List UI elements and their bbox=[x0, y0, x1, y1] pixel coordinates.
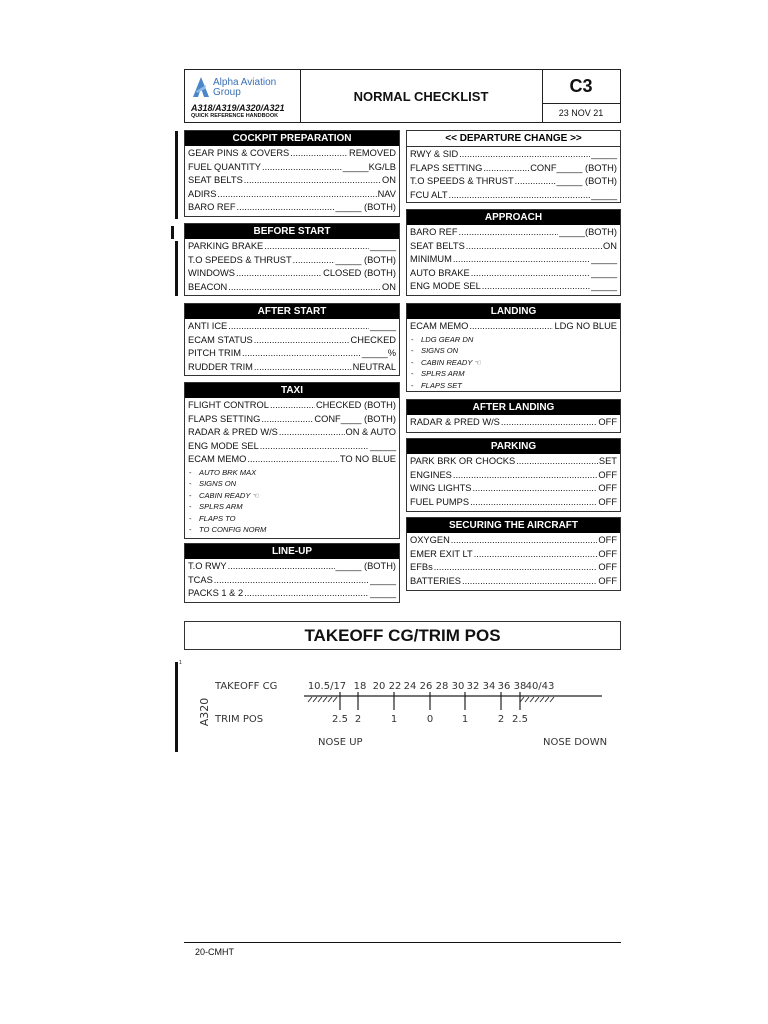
item-label: RUDDER TRIM bbox=[188, 361, 253, 372]
leader-dots bbox=[501, 416, 598, 430]
leader-dots bbox=[264, 240, 369, 254]
item-label: WING LIGHTS bbox=[410, 483, 472, 493]
leader-dots bbox=[459, 148, 590, 162]
checklist-row bbox=[188, 453, 396, 467]
item-label: BEACON bbox=[188, 281, 228, 292]
trim-value-label: 2.5 bbox=[332, 714, 348, 725]
section-cockpit-preparation bbox=[184, 130, 400, 217]
section-after-landing bbox=[406, 399, 621, 433]
item-label: BARO REF bbox=[188, 202, 236, 212]
bullet-dash: - bbox=[189, 490, 192, 500]
leader-dots bbox=[244, 174, 381, 188]
bullet-dash: - bbox=[189, 502, 192, 512]
logo-line-2: Group bbox=[213, 87, 241, 98]
item-value: SET bbox=[598, 456, 617, 466]
leader-dots bbox=[217, 188, 376, 202]
leader-dots bbox=[470, 496, 597, 510]
subitem-text: FLAPS SET bbox=[421, 380, 462, 390]
leader-dots bbox=[228, 560, 335, 574]
revision-date: 23 NOV 21 bbox=[558, 107, 604, 118]
hatch-right bbox=[520, 697, 554, 702]
change-bar bbox=[175, 131, 178, 219]
leader-dots bbox=[262, 161, 342, 175]
checklist-row bbox=[410, 148, 617, 162]
leader-dots bbox=[228, 281, 381, 295]
memo-subitem bbox=[410, 345, 617, 357]
section-departure-change bbox=[406, 130, 621, 203]
leader-dots bbox=[459, 226, 559, 240]
item-value: _____ bbox=[591, 149, 617, 159]
item-label: ECAM MEMO bbox=[188, 454, 247, 464]
item-label: FLIGHT CONTROL bbox=[188, 400, 269, 410]
item-value: OFF bbox=[598, 548, 617, 559]
aircraft-type-label: A320 bbox=[198, 697, 211, 727]
checklist-row bbox=[410, 496, 617, 510]
logo-block bbox=[185, 70, 301, 122]
item-label: ENG MODE SEL bbox=[188, 440, 259, 451]
item-label: TCAS bbox=[188, 574, 213, 585]
checklist-row bbox=[410, 548, 617, 562]
memo-subitem bbox=[188, 490, 396, 502]
section-title: SECURING THE AIRCRAFT bbox=[407, 518, 620, 533]
subitem-text: CABIN READY bbox=[421, 357, 473, 367]
change-bar bbox=[171, 226, 174, 239]
leader-dots bbox=[261, 413, 313, 427]
item-label: T.O SPEEDS & THRUST bbox=[188, 254, 292, 265]
leader-dots bbox=[483, 162, 529, 176]
item-value: _____ (BOTH) bbox=[556, 176, 617, 186]
memo-subitem bbox=[188, 467, 396, 479]
nose-down-label: NOSE DOWN bbox=[543, 737, 608, 748]
subitem-text: FLAPS TO bbox=[199, 513, 236, 523]
trim-value-label: 1 bbox=[461, 714, 469, 725]
subitem-text: TO CONFIG NORM bbox=[199, 525, 267, 535]
leader-dots bbox=[247, 453, 338, 467]
item-label: FLAPS SETTING bbox=[410, 162, 483, 173]
checklist-row bbox=[410, 280, 617, 294]
cg-value-label: 18 bbox=[353, 681, 367, 692]
bullet-dash: - bbox=[411, 369, 414, 379]
cg-value-label: 36 bbox=[497, 681, 511, 692]
trim-pos-label: TRIM POS bbox=[215, 714, 264, 725]
checklist-row bbox=[410, 561, 617, 575]
aircraft-models: A318/A319/A320/A321 bbox=[191, 103, 285, 113]
item-value: CONF_____ (BOTH) bbox=[530, 162, 617, 173]
item-value: _____ bbox=[370, 588, 396, 598]
change-bar bbox=[175, 241, 178, 296]
item-label: PARKING BRAKE bbox=[188, 241, 264, 251]
subitem-text: AUTO BRK MAX bbox=[199, 467, 257, 477]
section-taxi bbox=[184, 382, 400, 539]
item-label: AUTO BRAKE bbox=[410, 267, 470, 278]
memo-subitem bbox=[188, 478, 396, 490]
section-title: LINE-UP bbox=[185, 544, 399, 559]
leader-dots bbox=[270, 399, 315, 413]
checklist-code: C3 bbox=[542, 70, 620, 104]
bullet-dash: - bbox=[411, 334, 414, 344]
cg-value-label: 22 bbox=[388, 681, 402, 692]
memo-subitem bbox=[188, 513, 396, 525]
takeoff-cg-label: TAKEOFF CG bbox=[215, 681, 278, 692]
checklist-row bbox=[410, 253, 617, 267]
item-value: _____ (BOTH) bbox=[335, 254, 396, 265]
footer-code: 20-CMHT bbox=[195, 947, 235, 957]
checklist-row bbox=[188, 174, 396, 188]
trim-value-label: 1 bbox=[390, 714, 398, 725]
section-title: AFTER START bbox=[185, 304, 399, 319]
checklist-row bbox=[410, 162, 617, 176]
memo-subitem bbox=[410, 357, 617, 369]
checklist-row bbox=[410, 320, 617, 334]
item-label: ENGINES bbox=[410, 469, 452, 480]
checklist-row bbox=[188, 413, 396, 427]
item-label: ADIRS bbox=[188, 188, 217, 199]
change-bar bbox=[175, 662, 178, 752]
item-label: BATTERIES bbox=[410, 575, 461, 586]
cg-value-label: 40/43 bbox=[525, 681, 555, 692]
takeoff-cg-title: TAKEOFF CG/TRIM POS bbox=[184, 621, 621, 650]
hatch-left bbox=[307, 697, 340, 702]
logo-line-1: Alpha Aviation bbox=[213, 77, 277, 88]
section-before-start bbox=[184, 223, 400, 296]
checklist-row bbox=[410, 575, 617, 589]
bullet-dash: - bbox=[189, 525, 192, 535]
leader-dots bbox=[469, 320, 553, 334]
checklist-row bbox=[188, 347, 396, 361]
item-value: NAV bbox=[377, 188, 396, 199]
section-title: LANDING bbox=[407, 304, 620, 319]
item-value: OFF bbox=[598, 535, 617, 545]
item-value: CHECKED (BOTH) bbox=[315, 400, 396, 410]
checklist-row bbox=[410, 189, 617, 203]
item-value: NEUTRAL bbox=[352, 361, 396, 372]
item-label: WINDOWS bbox=[188, 268, 235, 278]
bullet-dash: - bbox=[411, 380, 414, 390]
footer-rule bbox=[184, 942, 621, 943]
item-value: CLOSED (BOTH) bbox=[323, 268, 396, 278]
memo-subitem bbox=[188, 501, 396, 513]
leader-dots bbox=[472, 482, 597, 496]
item-label: T.O SPEEDS & THRUST bbox=[410, 176, 514, 186]
item-value: OFF bbox=[598, 417, 617, 427]
item-value: _____ bbox=[591, 281, 617, 291]
bullet-dash: - bbox=[411, 346, 414, 356]
cg-value-label: 26 bbox=[419, 681, 433, 692]
item-label: FUEL PUMPS bbox=[410, 496, 470, 507]
checklist-row bbox=[410, 416, 617, 430]
trim-value-label: 0 bbox=[426, 714, 434, 725]
section-after-start bbox=[184, 303, 400, 376]
section-securing-the-aircraft bbox=[406, 517, 621, 591]
section-approach bbox=[406, 209, 621, 296]
item-label: EMER EXIT LT bbox=[410, 548, 473, 559]
item-value: TO NO BLUE bbox=[339, 454, 396, 464]
section-line-up bbox=[184, 543, 400, 603]
item-value: _____ bbox=[370, 321, 396, 331]
pointing-hand-icon: ☜ bbox=[250, 490, 260, 500]
checklist-row bbox=[188, 399, 396, 413]
leader-dots bbox=[453, 469, 598, 483]
trim-value-label: 2 bbox=[354, 714, 362, 725]
pointing-hand-icon: ☜ bbox=[472, 357, 482, 367]
leader-dots bbox=[515, 175, 556, 189]
item-label: RADAR & PRED W/S bbox=[188, 427, 278, 437]
item-value: _____(BOTH) bbox=[559, 227, 617, 237]
item-label: ANTI ICE bbox=[188, 321, 228, 331]
memo-subitem bbox=[410, 380, 617, 392]
item-value: _____ bbox=[370, 241, 396, 251]
leader-dots bbox=[471, 267, 590, 281]
item-label: FCU ALT bbox=[410, 189, 448, 200]
section-title: APPROACH bbox=[407, 210, 620, 225]
leader-dots bbox=[214, 574, 369, 588]
item-value: ON bbox=[382, 175, 396, 185]
checklist-row bbox=[188, 426, 396, 440]
leader-dots bbox=[242, 347, 361, 361]
cg-value-label: 38 bbox=[513, 681, 527, 692]
checklist-row bbox=[410, 469, 617, 483]
checklist-row bbox=[188, 560, 396, 574]
item-value: OFF bbox=[598, 496, 617, 507]
checklist-row bbox=[410, 455, 617, 469]
memo-subitem bbox=[410, 334, 617, 346]
checklist-row bbox=[188, 161, 396, 175]
item-value: _____ bbox=[370, 574, 396, 585]
cg-value-label: 10.5/17 bbox=[307, 681, 347, 692]
item-label: FLAPS SETTING bbox=[188, 413, 261, 424]
section-title: COCKPIT PREPARATION bbox=[185, 131, 399, 146]
item-value: OFF bbox=[598, 575, 617, 586]
trim-value-label: 2.5 bbox=[512, 714, 528, 725]
item-value: _____ bbox=[370, 440, 396, 451]
leader-dots bbox=[474, 548, 598, 562]
checklist-row bbox=[410, 175, 617, 189]
item-value: CHECKED bbox=[350, 334, 396, 345]
checklist-row bbox=[410, 226, 617, 240]
item-value: OFF bbox=[598, 562, 617, 572]
leader-dots bbox=[293, 254, 335, 268]
leader-dots bbox=[516, 455, 598, 469]
checklist-row bbox=[188, 281, 396, 295]
cg-value-label: 24 bbox=[403, 681, 417, 692]
leader-dots bbox=[254, 361, 352, 375]
leader-dots bbox=[237, 201, 335, 215]
leader-dots bbox=[254, 334, 350, 348]
item-value: CONF____ (BOTH) bbox=[314, 413, 396, 424]
item-value: OFF bbox=[598, 483, 617, 493]
item-value: OFF bbox=[598, 469, 617, 480]
cg-value-label: 30 bbox=[451, 681, 465, 692]
leader-dots bbox=[482, 280, 590, 294]
item-label: SEAT BELTS bbox=[188, 175, 243, 185]
subitem-text: SPLRS ARM bbox=[421, 369, 465, 379]
section-title: BEFORE START bbox=[185, 224, 399, 239]
item-value: _____ bbox=[591, 267, 617, 278]
item-value: _____KG/LB bbox=[342, 161, 396, 172]
item-label: RWY & SID bbox=[410, 149, 459, 159]
item-label: BARO REF bbox=[410, 227, 458, 237]
checklist-row bbox=[188, 440, 396, 454]
item-value: LDG NO BLUE bbox=[554, 321, 617, 331]
item-label: GEAR PINS & COVERS bbox=[188, 148, 290, 158]
item-label: FUEL QUANTITY bbox=[188, 161, 262, 172]
memo-subitem bbox=[188, 524, 396, 536]
item-value: _____ (BOTH) bbox=[335, 561, 396, 571]
item-value: _____ bbox=[591, 189, 617, 200]
section-parking bbox=[406, 438, 621, 512]
item-label: T.O RWY bbox=[188, 561, 227, 571]
cg-value-label: 34 bbox=[482, 681, 496, 692]
item-value: _____% bbox=[361, 348, 396, 358]
logo-name bbox=[213, 78, 276, 98]
subitem-text: LDG GEAR DN bbox=[421, 334, 474, 344]
page-title: NORMAL CHECKLIST bbox=[300, 70, 543, 122]
checklist-row bbox=[188, 587, 396, 601]
checklist-row bbox=[188, 254, 396, 268]
leader-dots bbox=[466, 240, 602, 254]
checklist-row bbox=[188, 267, 396, 281]
subitem-text: SIGNS ON bbox=[199, 479, 237, 489]
leader-dots bbox=[290, 147, 348, 161]
leader-dots bbox=[244, 587, 369, 601]
document-header bbox=[184, 69, 621, 123]
checklist-row bbox=[410, 482, 617, 496]
subitem-text: SPLRS ARM bbox=[199, 502, 243, 512]
item-label: PITCH TRIM bbox=[188, 348, 242, 358]
margin-mark: 1 bbox=[179, 660, 182, 666]
item-label: PACKS 1 & 2 bbox=[188, 588, 244, 598]
section-title: TAXI bbox=[185, 383, 399, 398]
checklist-row bbox=[188, 240, 396, 254]
checklist-row bbox=[188, 188, 396, 202]
bullet-dash: - bbox=[411, 357, 414, 367]
checklist-row bbox=[188, 334, 396, 348]
bullet-dash: - bbox=[189, 467, 192, 477]
leader-dots bbox=[279, 426, 345, 440]
leader-dots bbox=[434, 561, 598, 575]
checklist-row bbox=[410, 267, 617, 281]
section-title: AFTER LANDING bbox=[407, 400, 620, 415]
item-label: RADAR & PRED W/S bbox=[410, 417, 500, 427]
item-label: PARK BRK OR CHOCKS bbox=[410, 456, 516, 466]
section-landing bbox=[406, 303, 621, 392]
leader-dots bbox=[453, 253, 590, 267]
cg-value-label: 32 bbox=[466, 681, 480, 692]
item-value: REMOVED bbox=[348, 148, 396, 158]
cg-value-label: 20 bbox=[372, 681, 386, 692]
checklist-row bbox=[188, 320, 396, 334]
bullet-dash: - bbox=[189, 479, 192, 489]
subitem-text: SIGNS ON bbox=[421, 346, 459, 356]
checklist-row bbox=[410, 240, 617, 254]
checklist-row bbox=[410, 534, 617, 548]
item-value: _____ bbox=[591, 254, 617, 264]
checklist-row bbox=[188, 361, 396, 375]
alpha-logo-icon bbox=[193, 77, 209, 97]
leader-dots bbox=[462, 575, 597, 589]
bullet-dash: - bbox=[189, 513, 192, 523]
leader-dots bbox=[236, 267, 322, 281]
item-value: _____ (BOTH) bbox=[335, 202, 396, 212]
checklist-row bbox=[188, 201, 396, 215]
leader-dots bbox=[451, 534, 598, 548]
leader-dots bbox=[449, 189, 591, 203]
nose-up-label: NOSE UP bbox=[318, 737, 363, 748]
trim-value-label: 2 bbox=[497, 714, 505, 725]
item-label: MINIMUM bbox=[410, 254, 452, 264]
section-title: << DEPARTURE CHANGE >> bbox=[407, 131, 620, 147]
item-label: ECAM MEMO bbox=[410, 321, 469, 331]
checklist-row bbox=[188, 147, 396, 161]
item-label: EFBs bbox=[410, 562, 433, 572]
leader-dots bbox=[260, 440, 369, 454]
cg-value-label: 28 bbox=[435, 681, 449, 692]
item-value: ON & AUTO bbox=[345, 427, 396, 437]
handbook-name: QUICK REFERENCE HANDBOOK bbox=[191, 113, 279, 119]
item-label: OXYGEN bbox=[410, 535, 450, 545]
cg-trim-scale bbox=[184, 668, 621, 758]
memo-subitem bbox=[410, 368, 617, 380]
item-label: SEAT BELTS bbox=[410, 240, 465, 251]
item-label: ECAM STATUS bbox=[188, 334, 253, 345]
section-title: PARKING bbox=[407, 439, 620, 454]
item-value: ON bbox=[603, 240, 617, 251]
checklist-row bbox=[188, 574, 396, 588]
leader-dots bbox=[228, 320, 369, 334]
item-label: ENG MODE SEL bbox=[410, 281, 481, 291]
item-value: ON bbox=[382, 281, 396, 292]
subitem-text: CABIN READY bbox=[199, 490, 251, 500]
